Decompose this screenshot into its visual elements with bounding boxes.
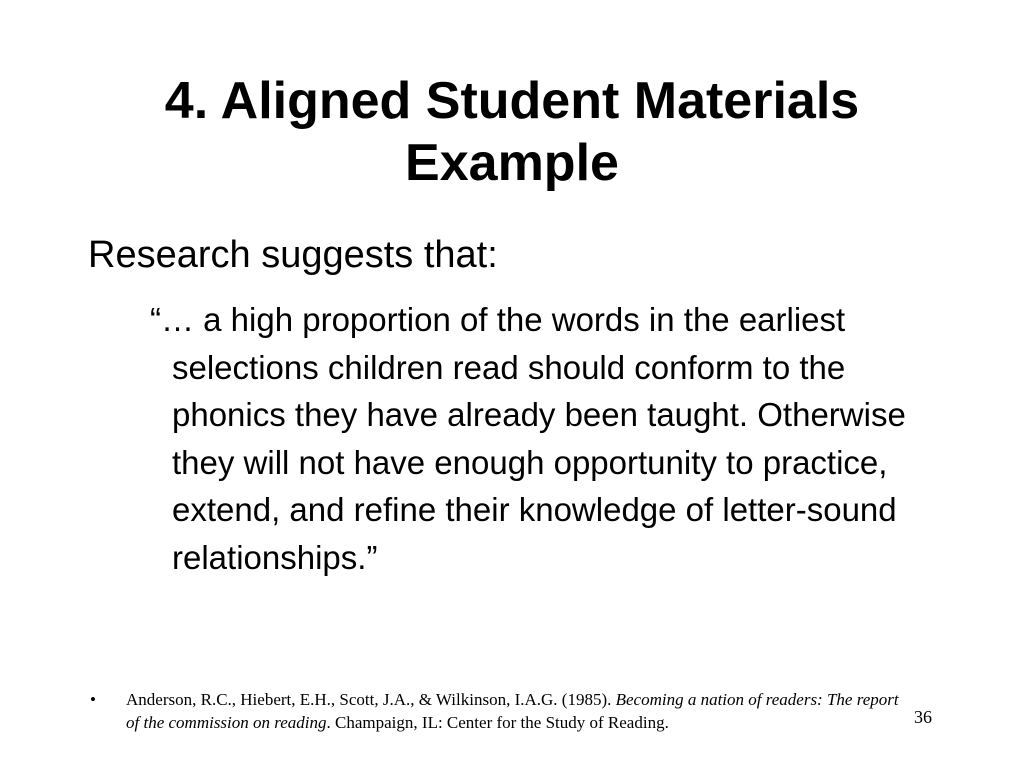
citation-authors: Anderson, R.C., Hiebert, E.H., Scott, J.A., & Wilkinson, I.A.G. (1985). [126,690,616,709]
citation-text [126,688,910,734]
slide-title-line-2: Example [405,134,619,192]
lead-text: Research suggests that: [88,234,498,276]
bullet-icon: • [90,690,96,709]
citation [90,688,910,734]
page-number: 36 [914,707,932,727]
research-quote: “… a high proportion of the words in the earliest selections children read should conform to the phonics they have already been taught. Otherwise they will not have enough opportunity to practice, extend, and refine their knowledge of letter-sound relationships.” [150,301,906,576]
slide-title-line-1: 4. Aligned Student Materials [164,72,860,130]
citation-publisher: . Champaign, IL: Center for the Study of Reading. [326,713,669,732]
citation-work-title: Becoming a nation of readers: The report of the commission on reading [126,690,899,732]
slide-title [60,70,964,194]
